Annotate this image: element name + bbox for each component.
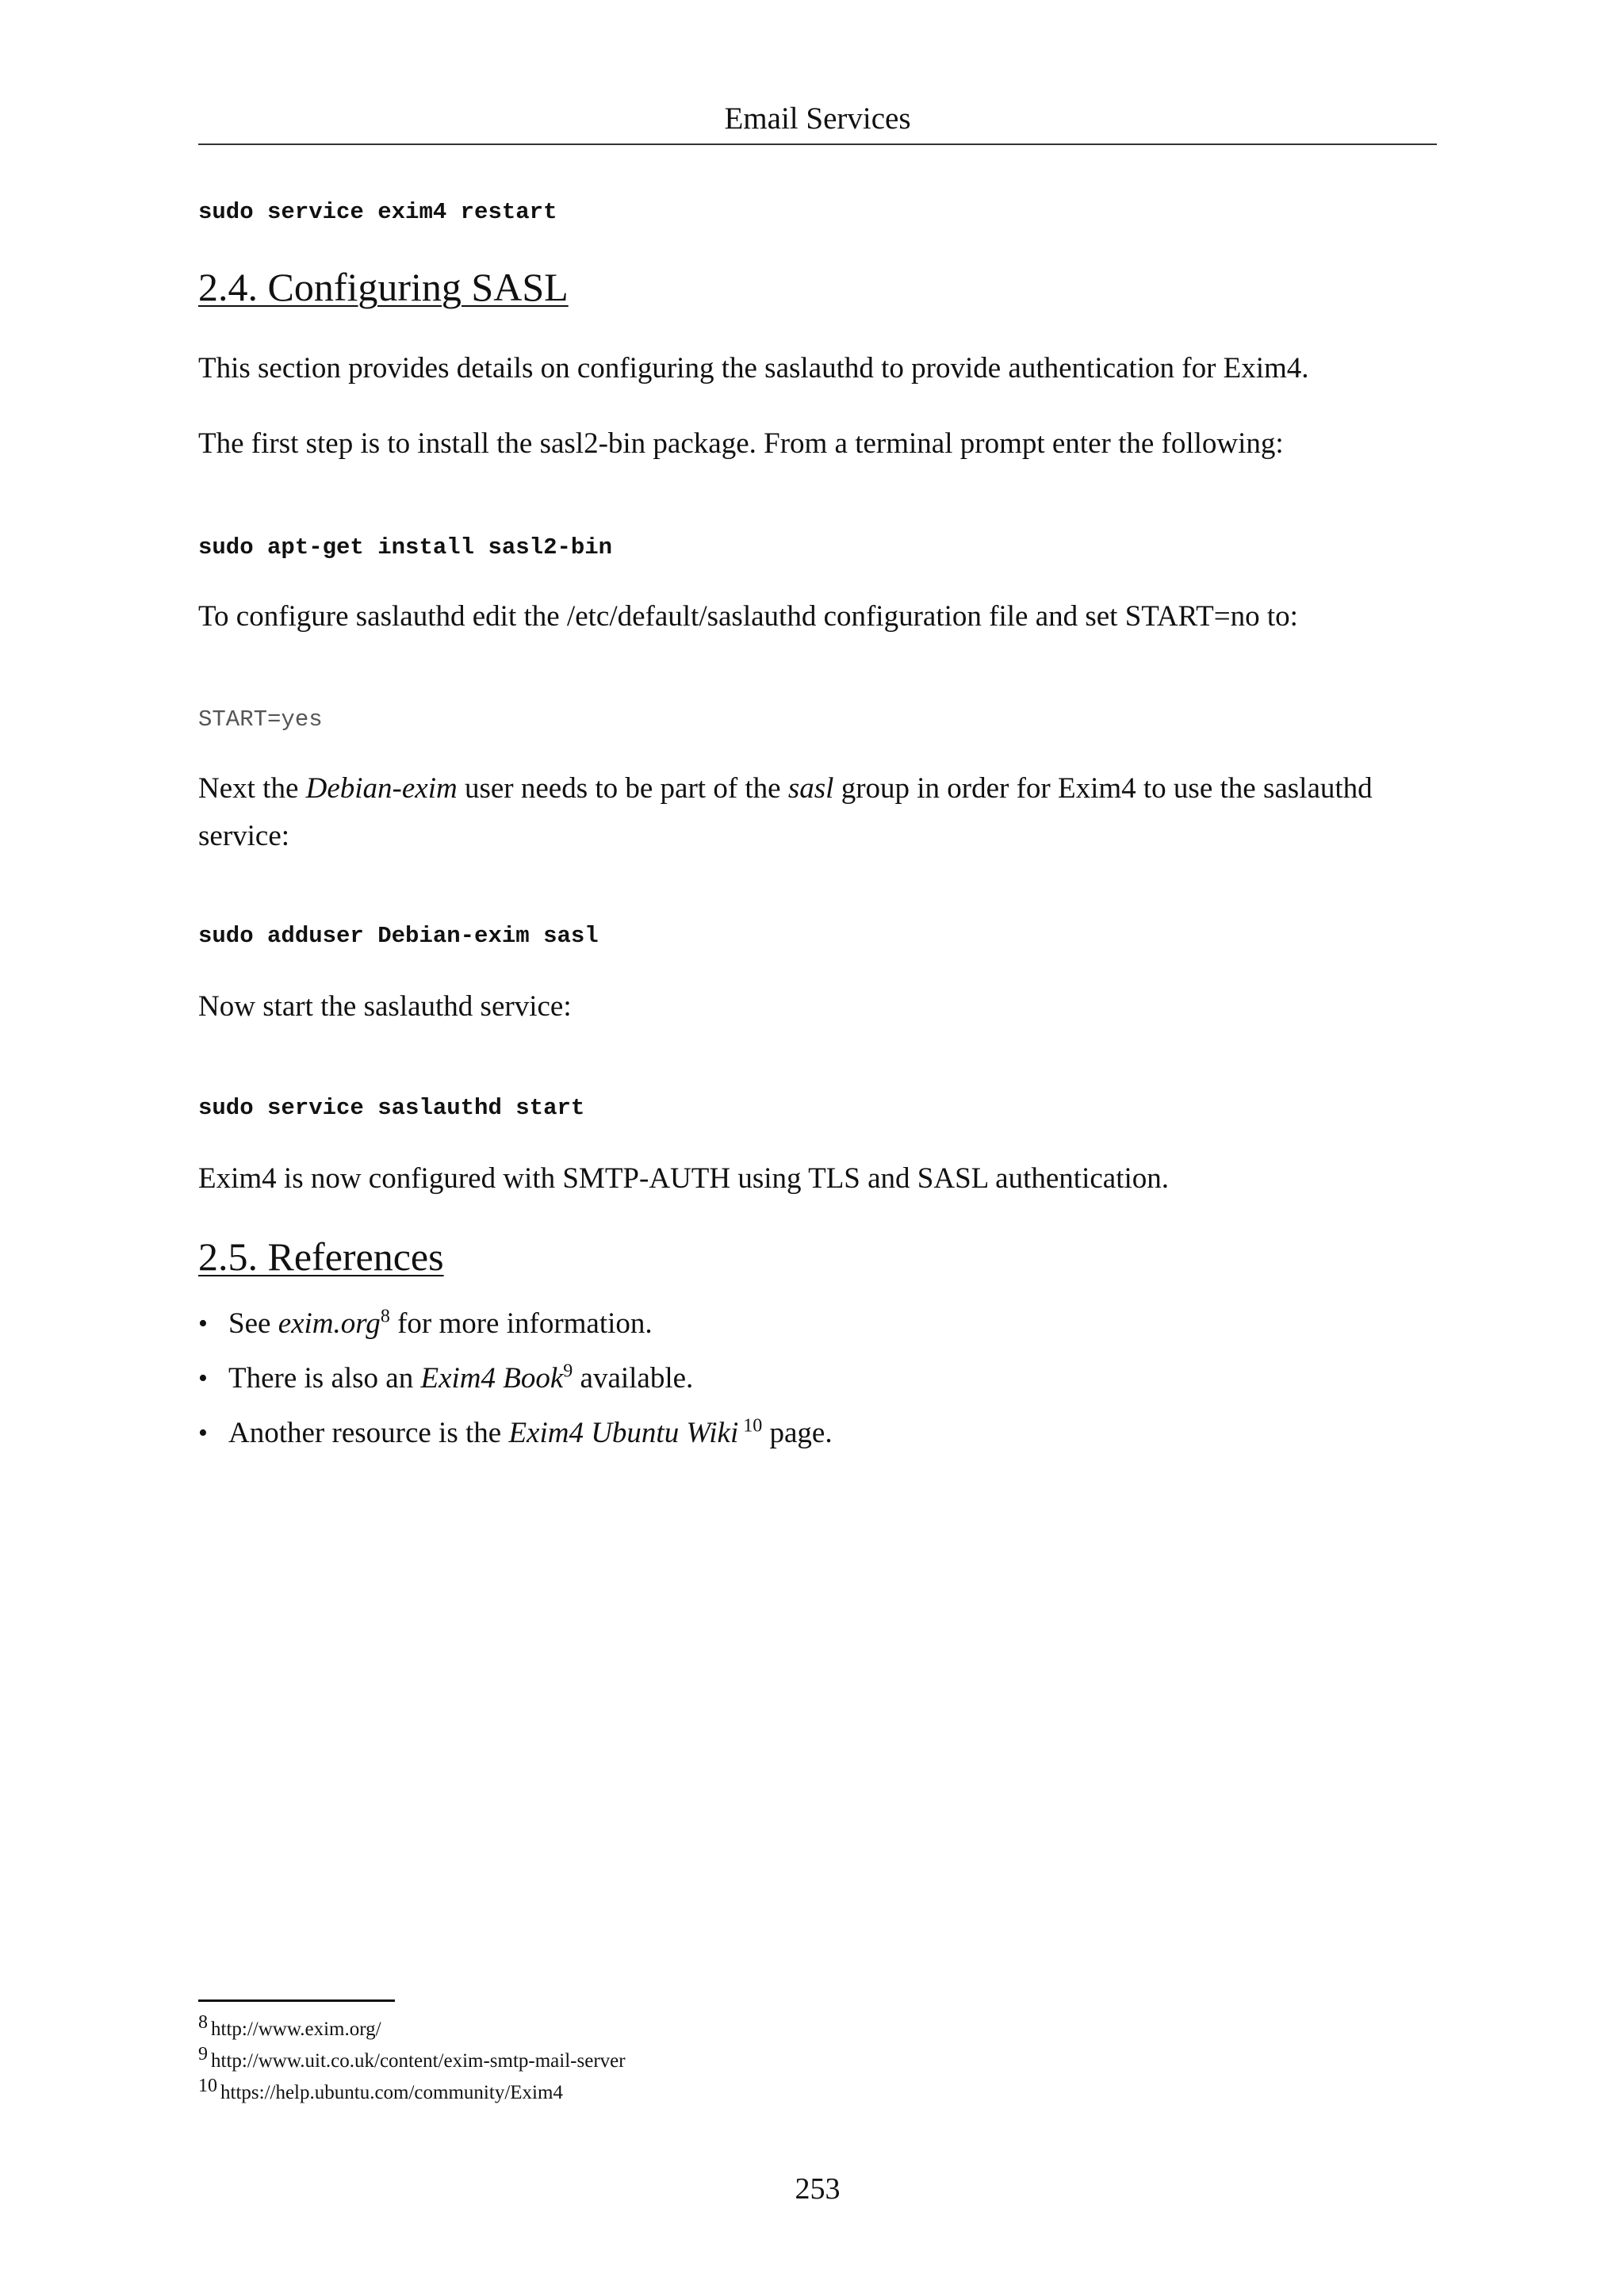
footnote-divider bbox=[198, 1999, 395, 2002]
section-heading-references[interactable]: 2.5. References bbox=[198, 1234, 444, 1279]
footnote-number: 8 bbox=[198, 2011, 208, 2033]
paragraph-install-step: The first step is to install the sasl2-bin package. From a terminal prompt enter the following: bbox=[198, 427, 1284, 460]
reference-text-after: available. bbox=[573, 1362, 694, 1395]
paragraph-group-step bbox=[198, 765, 1437, 860]
debian-exim-user: Debian-exim bbox=[305, 772, 458, 805]
paragraph-conclusion: Exim4 is now configured with SMTP-AUTH using TLS and SASL authentication. bbox=[198, 1162, 1169, 1195]
footnote-url[interactable]: http://www.uit.co.uk/content/exim-smtp-mail-server bbox=[211, 2050, 626, 2072]
footnote-10 bbox=[198, 2077, 1437, 2109]
reference-text-before: Another resource is the bbox=[228, 1417, 509, 1449]
list-item bbox=[198, 1296, 1437, 1351]
footnote-ref-10[interactable]: 10 bbox=[738, 1415, 763, 1437]
footnote-ref-9[interactable]: 9 bbox=[563, 1360, 573, 1382]
footnotes bbox=[198, 2011, 1437, 2109]
code-install-sasl: sudo apt-get install sasl2-bin bbox=[198, 534, 613, 561]
reference-link-exim4-book[interactable]: Exim4 Book bbox=[420, 1362, 564, 1395]
paragraph-configure-step: To configure saslauthd edit the /etc/default/saslauthd configuration file and set START=no to: bbox=[198, 600, 1298, 633]
document-page bbox=[198, 0, 1437, 2296]
running-header: Email Services bbox=[198, 95, 1437, 145]
group-step-text-1: Next the bbox=[198, 772, 306, 805]
list-item bbox=[198, 1406, 1437, 1460]
paragraph-intro: This section provides details on configuring the saslauthd to provide authentication for Exim4. bbox=[198, 352, 1309, 385]
footnote-8 bbox=[198, 2011, 1437, 2045]
reference-text-before: There is also an bbox=[228, 1362, 421, 1395]
reference-link-exim-org[interactable]: exim.org bbox=[278, 1307, 381, 1340]
list-item bbox=[198, 1351, 1437, 1406]
footnote-url[interactable]: https://help.ubuntu.com/community/Exim4 bbox=[220, 2082, 563, 2103]
reference-text-after: for more information. bbox=[389, 1307, 653, 1340]
code-exim-restart: sudo service exim4 restart bbox=[198, 199, 557, 225]
group-step-text-2: user needs to be part of the bbox=[457, 772, 788, 805]
footnote-9 bbox=[198, 2045, 1437, 2077]
footnote-url[interactable]: http://www.exim.org/ bbox=[211, 2019, 381, 2040]
footnote-number: 10 bbox=[198, 2075, 217, 2096]
code-saslauthd-start: sudo service saslauthd start bbox=[198, 1095, 585, 1121]
bullet-icon: • bbox=[198, 1418, 208, 1448]
code-adduser: sudo adduser Debian-exim sasl bbox=[198, 923, 599, 949]
section-heading-configuring-sasl[interactable]: 2.4. Configuring SASL bbox=[198, 265, 569, 309]
reference-text-after: page. bbox=[762, 1417, 833, 1449]
footnote-number: 9 bbox=[198, 2043, 208, 2064]
paragraph-start-step: Now start the saslauthd service: bbox=[198, 990, 572, 1023]
footnote-ref-8[interactable]: 8 bbox=[380, 1306, 390, 1327]
reference-text-before: See bbox=[228, 1307, 278, 1340]
bullet-icon: • bbox=[198, 1309, 208, 1338]
references-list bbox=[198, 1296, 1437, 1460]
code-start-yes: START=yes bbox=[198, 706, 323, 733]
page-number: 253 bbox=[795, 2172, 841, 2206]
group-step-text-3: group in order for Exim4 to use the saslauthd service: bbox=[198, 772, 1373, 852]
reference-link-exim4-ubuntu-wiki[interactable]: Exim4 Ubuntu Wiki bbox=[508, 1417, 739, 1449]
sasl-group: sasl bbox=[787, 772, 834, 805]
bullet-icon: • bbox=[198, 1364, 208, 1393]
